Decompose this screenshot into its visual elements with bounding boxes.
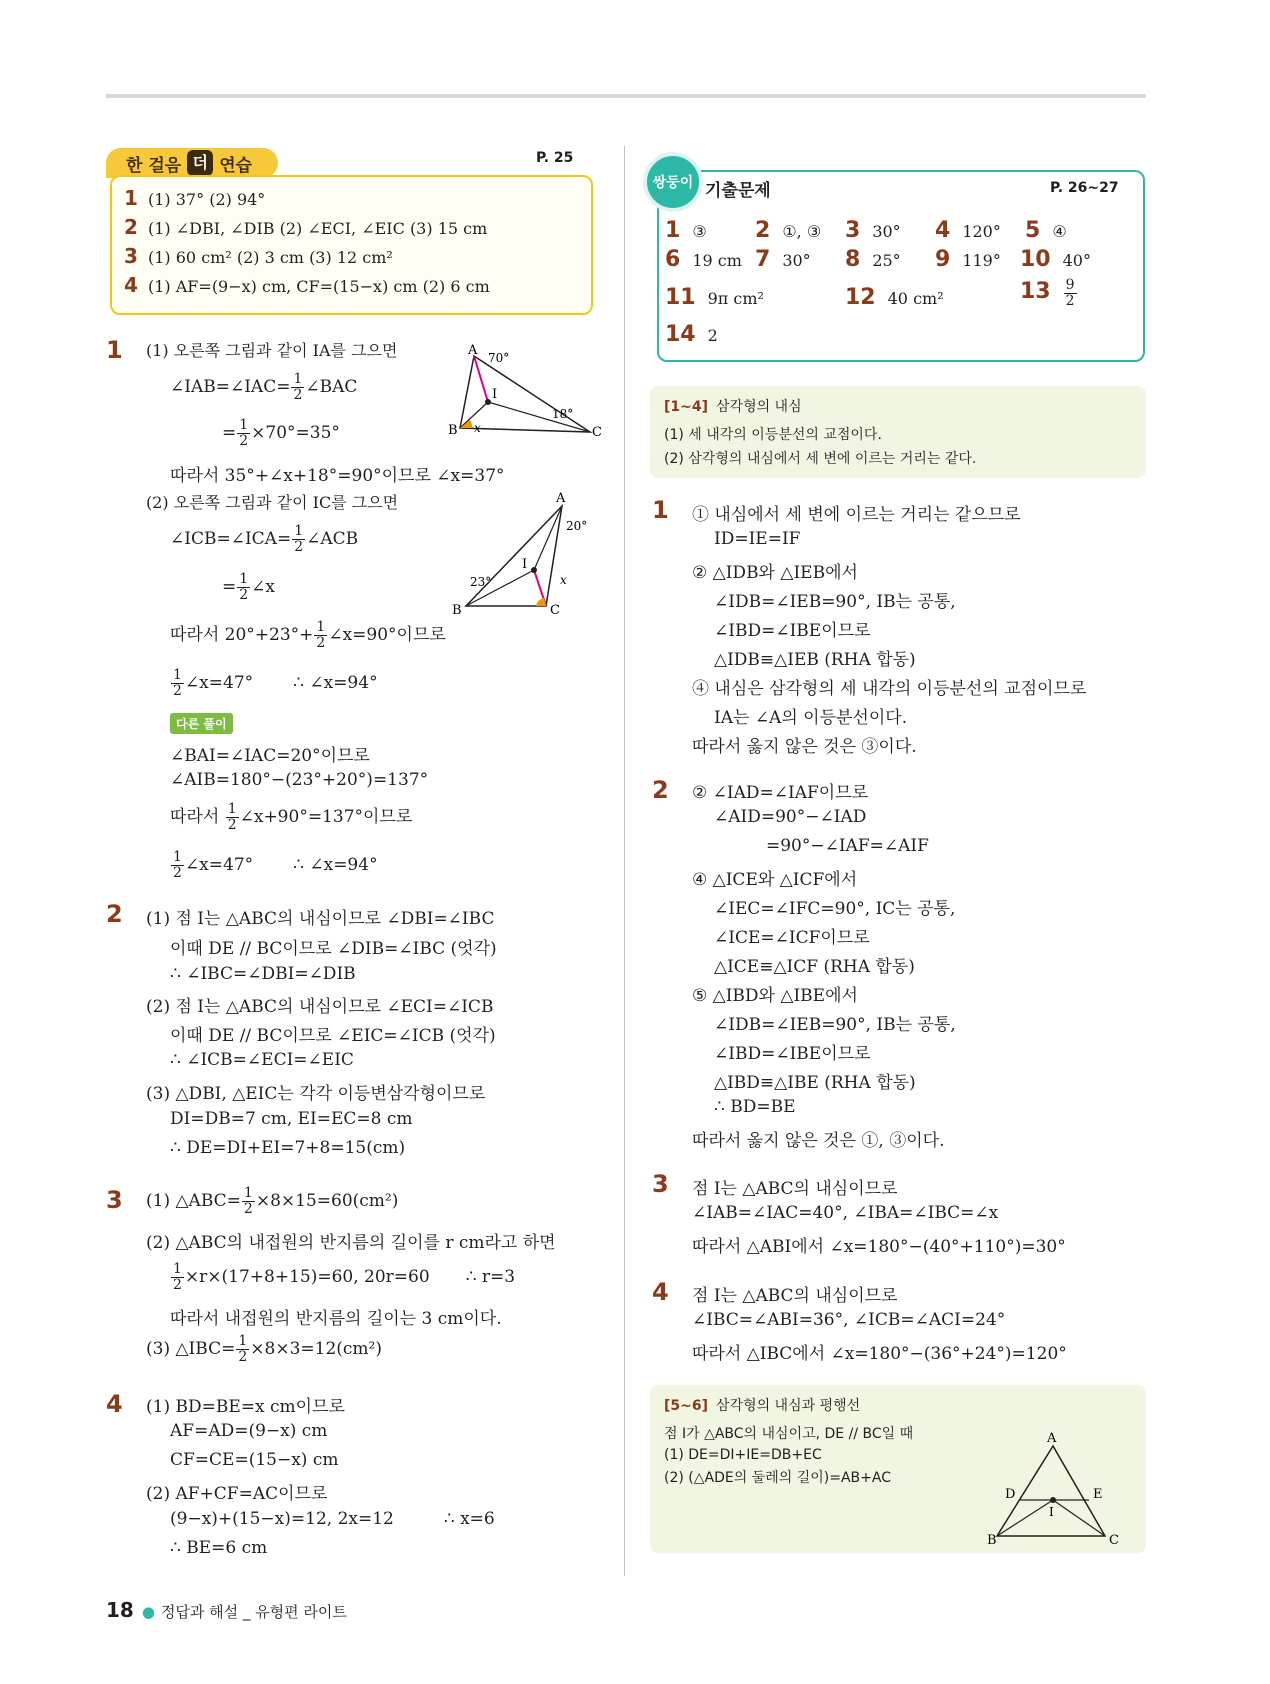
exam-answer: 11 9π cm² [665,285,764,310]
solution-line: △IBD≡△IBE (RHA 합동) [714,1073,916,1093]
problem-number: 2 [106,900,123,928]
solution-line: ∠IAB=∠IAC= $\frac{1}{2}$ ∠BAC [170,371,358,403]
concept-line: (2) (△ADE의 둘레의 길이)=AB+AC [664,1470,891,1486]
practice-row-text: (1) ∠DBI, ∠DIB (2) ∠ECI, ∠EIC (3) 15 cm [148,219,488,238]
solution-line: ∠ICB=∠ICA= $\frac{1}{2}$ ∠ACB [170,523,359,555]
svg-text:I: I [492,387,498,402]
problem-number: 1 [106,336,123,364]
solution-line: ∠IBD=∠IBE이므로 [714,621,871,641]
practice-row [124,215,487,239]
solution-line: ∠IBC=∠ABI=36°, ∠ICB=∠ACI=24° [692,1310,1006,1330]
exam-answer: 4 120° [935,218,1001,243]
solution-line: (1) BD=BE=x cm이므로 [146,1397,345,1417]
svg-text:D: D [1005,1487,1016,1502]
solution-line: ④ 내심은 삼각형의 세 내각의 이등분선의 교점이므로 [692,679,1087,699]
column-divider [624,146,625,1576]
solution-line: CF=CE=(15−x) cm [170,1450,339,1470]
problem-number: 4 [652,1278,669,1306]
solution-line: ∠BAI=∠IAC=20°이므로 [170,746,370,766]
solution-line: 이때 DE // BC이므로 ∠EIC=∠ICB (엇각) [170,1026,496,1046]
svg-text:x: x [474,421,481,435]
exam-answer: 7 30° [755,247,811,272]
solution-line: ∠IBD=∠IBE이므로 [714,1044,871,1064]
concept-box-incenter [650,386,1146,478]
solution-line: 따라서 옳지 않은 것은 ①, ③이다. [692,1131,945,1151]
solution-line: ⑤ △IBD와 △IBE에서 [692,986,858,1006]
practice-row-num: 4 [124,273,138,297]
concept-line: (1) DE=DI+IE=DB+EC [664,1447,822,1463]
svg-text:B: B [448,423,458,438]
practice-row-num: 2 [124,215,138,239]
svg-text:C: C [550,603,560,618]
exam-answer: 8 25° [845,247,901,272]
solution-line: DI=DB=7 cm, EI=EC=8 cm [170,1109,413,1129]
solution-line: =90°−∠IAF=∠AIF [766,836,929,856]
solution-line: (1) 점 I는 △ABC의 내심이므로 ∠DBI=∠IBC [146,909,495,929]
exam-title: 기출문제 [705,181,771,201]
solution-line: △ICE≡△ICF (RHA 합동) [714,957,915,977]
solution-line: ② △IDB와 △IEB에서 [692,563,858,583]
alt-solution-badge: 다른 풀이 [170,713,233,734]
solution-line: AF=AD=(9−x) cm [170,1421,328,1441]
exam-answer: 6 19 cm [665,247,742,272]
concept-line: 점 I가 △ABC의 내심이고, DE // BC일 때 [664,1426,914,1442]
practice-page-ref: P. 25 [536,150,574,166]
solution-line: ∴ ∠IBC=∠DBI=∠DIB [170,964,356,984]
svg-text:C: C [592,425,602,440]
solution-line: $\frac{1}{2}$ ∠x=47° ∴ ∠x=94° [173,667,378,699]
triangle-figure-1 [440,340,600,440]
solution-line: 따라서 △ABI에서 ∠x=180°−(40°+110°)=30° [692,1237,1066,1257]
svg-text:I: I [1049,1505,1054,1519]
svg-text:A: A [1047,1431,1057,1446]
top-rule [106,94,1146,98]
svg-text:A: A [468,343,478,358]
svg-text:B: B [987,1533,997,1548]
exam-answer: 2 ①, ③ [755,218,822,243]
problem-number: 3 [652,1170,669,1198]
solution-line: 따라서 35°+∠x+18°=90°이므로 ∠x=37° [170,466,505,486]
practice-row-text: (1) 60 cm² (2) 3 cm (3) 12 cm² [148,248,393,267]
practice-row [124,273,490,297]
concept-line: (2) 삼각형의 내심에서 세 변에 이르는 거리는 같다. [664,451,977,467]
solution-line: 따라서 △IBC에서 ∠x=180°−(36°+24°)=120° [692,1344,1067,1364]
solution-line: ∠IEC=∠IFC=90°, IC는 공통, [714,899,956,919]
solution-line: 이때 DE // BC이므로 ∠DIB=∠IBC (엇각) [170,939,497,959]
practice-tab-badge: 더 [187,150,213,176]
solution-line: △IDB≡△IEB (RHA 합동) [714,650,916,670]
exam-answer: 5 ④ [1025,218,1067,243]
svg-text:18°: 18° [552,407,574,421]
solution-line: = $\frac{1}{2}$ ×70°=35° [222,417,340,449]
exam-circle-badge: 쌍둥이 [643,152,703,212]
practice-row [124,186,265,210]
solution-line: ∠IDB=∠IEB=90°, IB는 공통, [714,592,956,612]
exam-answer: 12 40 cm² [845,285,944,310]
solution-line: (2) 오른쪽 그림과 같이 IC를 그으면 [146,493,399,512]
solution-line: (1) △ABC= $\frac{1}{2}$ ×8×15=60(cm²) [146,1185,399,1217]
solution-line: IA는 ∠A의 이등분선이다. [714,708,908,728]
solution-line: $\frac{1}{2}$ ×r×(17+8+15)=60, 20r=60 ∴ r=3 [173,1261,516,1293]
problem-number: 3 [106,1186,123,1214]
exam-answer: 10 40° [1020,247,1091,272]
problem-number: 2 [652,776,669,804]
solution-line: ID=IE=IF [714,529,801,549]
svg-text:A: A [556,491,566,506]
footer-text: 정답과 해설 _ 유형편 라이트 [160,1603,347,1621]
solution-line: ∴ ∠ICB=∠ECI=∠EIC [170,1050,354,1070]
page-number: 18 [106,1598,134,1622]
solution-line: 따라서 20°+23°+ $\frac{1}{2}$ ∠x=90°이므로 [170,619,446,651]
solution-line: 따라서 내접원의 반지름의 길이는 3 cm이다. [170,1309,502,1329]
concept-title: [1~4] 삼각형의 내심 [664,399,802,415]
solution-line: 점 I는 △ABC의 내심이므로 [692,1179,898,1199]
solution-line: ∴ BE=6 cm [170,1538,268,1558]
solution-line: 따라서 옳지 않은 것은 ③이다. [692,737,917,757]
practice-row-text: (1) 37° (2) 94° [148,190,266,209]
solution-line: ∠AID=90°−∠IAD [714,807,867,827]
page-footer [106,1598,347,1622]
exam-answer: 1 ③ [665,218,707,243]
svg-text:20°: 20° [566,519,588,533]
practice-tab-label-1: 한 걸음 [126,155,182,176]
solution-line: $\frac{1}{2}$ ∠x=47° ∴ ∠x=94° [173,849,378,881]
solution-line: (3) △DBI, △EIC는 각각 이등변삼각형이므로 [146,1084,486,1104]
practice-tab-label-3: 연습 [219,155,253,176]
triangle-figure-2 [450,488,600,618]
triangle-figure-3 [985,1428,1135,1550]
solution-line: (2) AF+CF=AC이므로 [146,1484,328,1504]
practice-row-text: (1) AF=(9−x) cm, CF=(15−x) cm (2) 6 cm [148,277,490,296]
svg-text:I: I [522,557,528,572]
footer-bullet: ● [141,1603,155,1621]
svg-text:E: E [1093,1487,1103,1502]
problem-number: 4 [106,1390,123,1418]
exam-answer: 3 30° [845,218,901,243]
solution-line: (2) △ABC의 내접원의 반지름의 길이를 r cm라고 하면 [146,1233,556,1253]
practice-row-num: 1 [124,186,138,210]
solution-line: (1) 오른쪽 그림과 같이 IA를 그으면 [146,341,398,360]
problem-number: 1 [652,496,669,524]
solution-line: ∠IDB=∠IEB=90°, IB는 공통, [714,1015,956,1035]
solution-line: ① 내심에서 세 변에 이르는 거리는 같으므로 [692,505,1021,525]
solution-line: (9−x)+(15−x)=12, 2x=12 ∴ x=6 [170,1509,495,1529]
solution-line: ② ∠IAD=∠IAF이므로 [692,783,869,803]
svg-text:x: x [560,573,567,587]
practice-tab [106,148,278,178]
practice-row-num: 3 [124,244,138,268]
solution-line: = $\frac{1}{2}$ ∠x [222,571,276,603]
practice-row [124,244,393,268]
svg-text:B: B [452,603,462,618]
concept-title: [5~6] 삼각형의 내심과 평행선 [664,1398,861,1414]
solution-line: ∴ BD=BE [714,1097,796,1117]
solution-line: 따라서 $\frac{1}{2}$ ∠x+90°=137°이므로 [170,801,413,833]
solution-line: ∠IAB=∠IAC=40°, ∠IBA=∠IBC=∠x [692,1203,999,1223]
exam-answer: 13 $\frac{9}{2}$ [1020,277,1075,309]
svg-text:70°: 70° [488,351,510,365]
concept-line: (1) 세 내각의 이등분선의 교점이다. [664,427,882,443]
solution-line: ∠ICE=∠ICF이므로 [714,928,870,948]
exam-answer: 14 2 [665,322,718,347]
exam-answer: 9 119° [935,247,1001,272]
solution-line: ∴ DE=DI+EI=7+8=15(cm) [170,1138,406,1158]
exam-page-ref: P. 26~27 [1050,180,1119,196]
solution-line: 점 I는 △ABC의 내심이므로 [692,1286,898,1306]
solution-line: ∠AIB=180°−(23°+20°)=137° [170,770,429,790]
svg-text:23°: 23° [470,575,492,589]
solution-line: (2) 점 I는 △ABC의 내심이므로 ∠ECI=∠ICB [146,997,494,1017]
solution-line: ④ △ICE와 △ICF에서 [692,870,858,890]
svg-text:C: C [1109,1533,1119,1548]
solution-line: (3) △IBC= $\frac{1}{2}$ ×8×3=12(cm²) [146,1333,382,1365]
